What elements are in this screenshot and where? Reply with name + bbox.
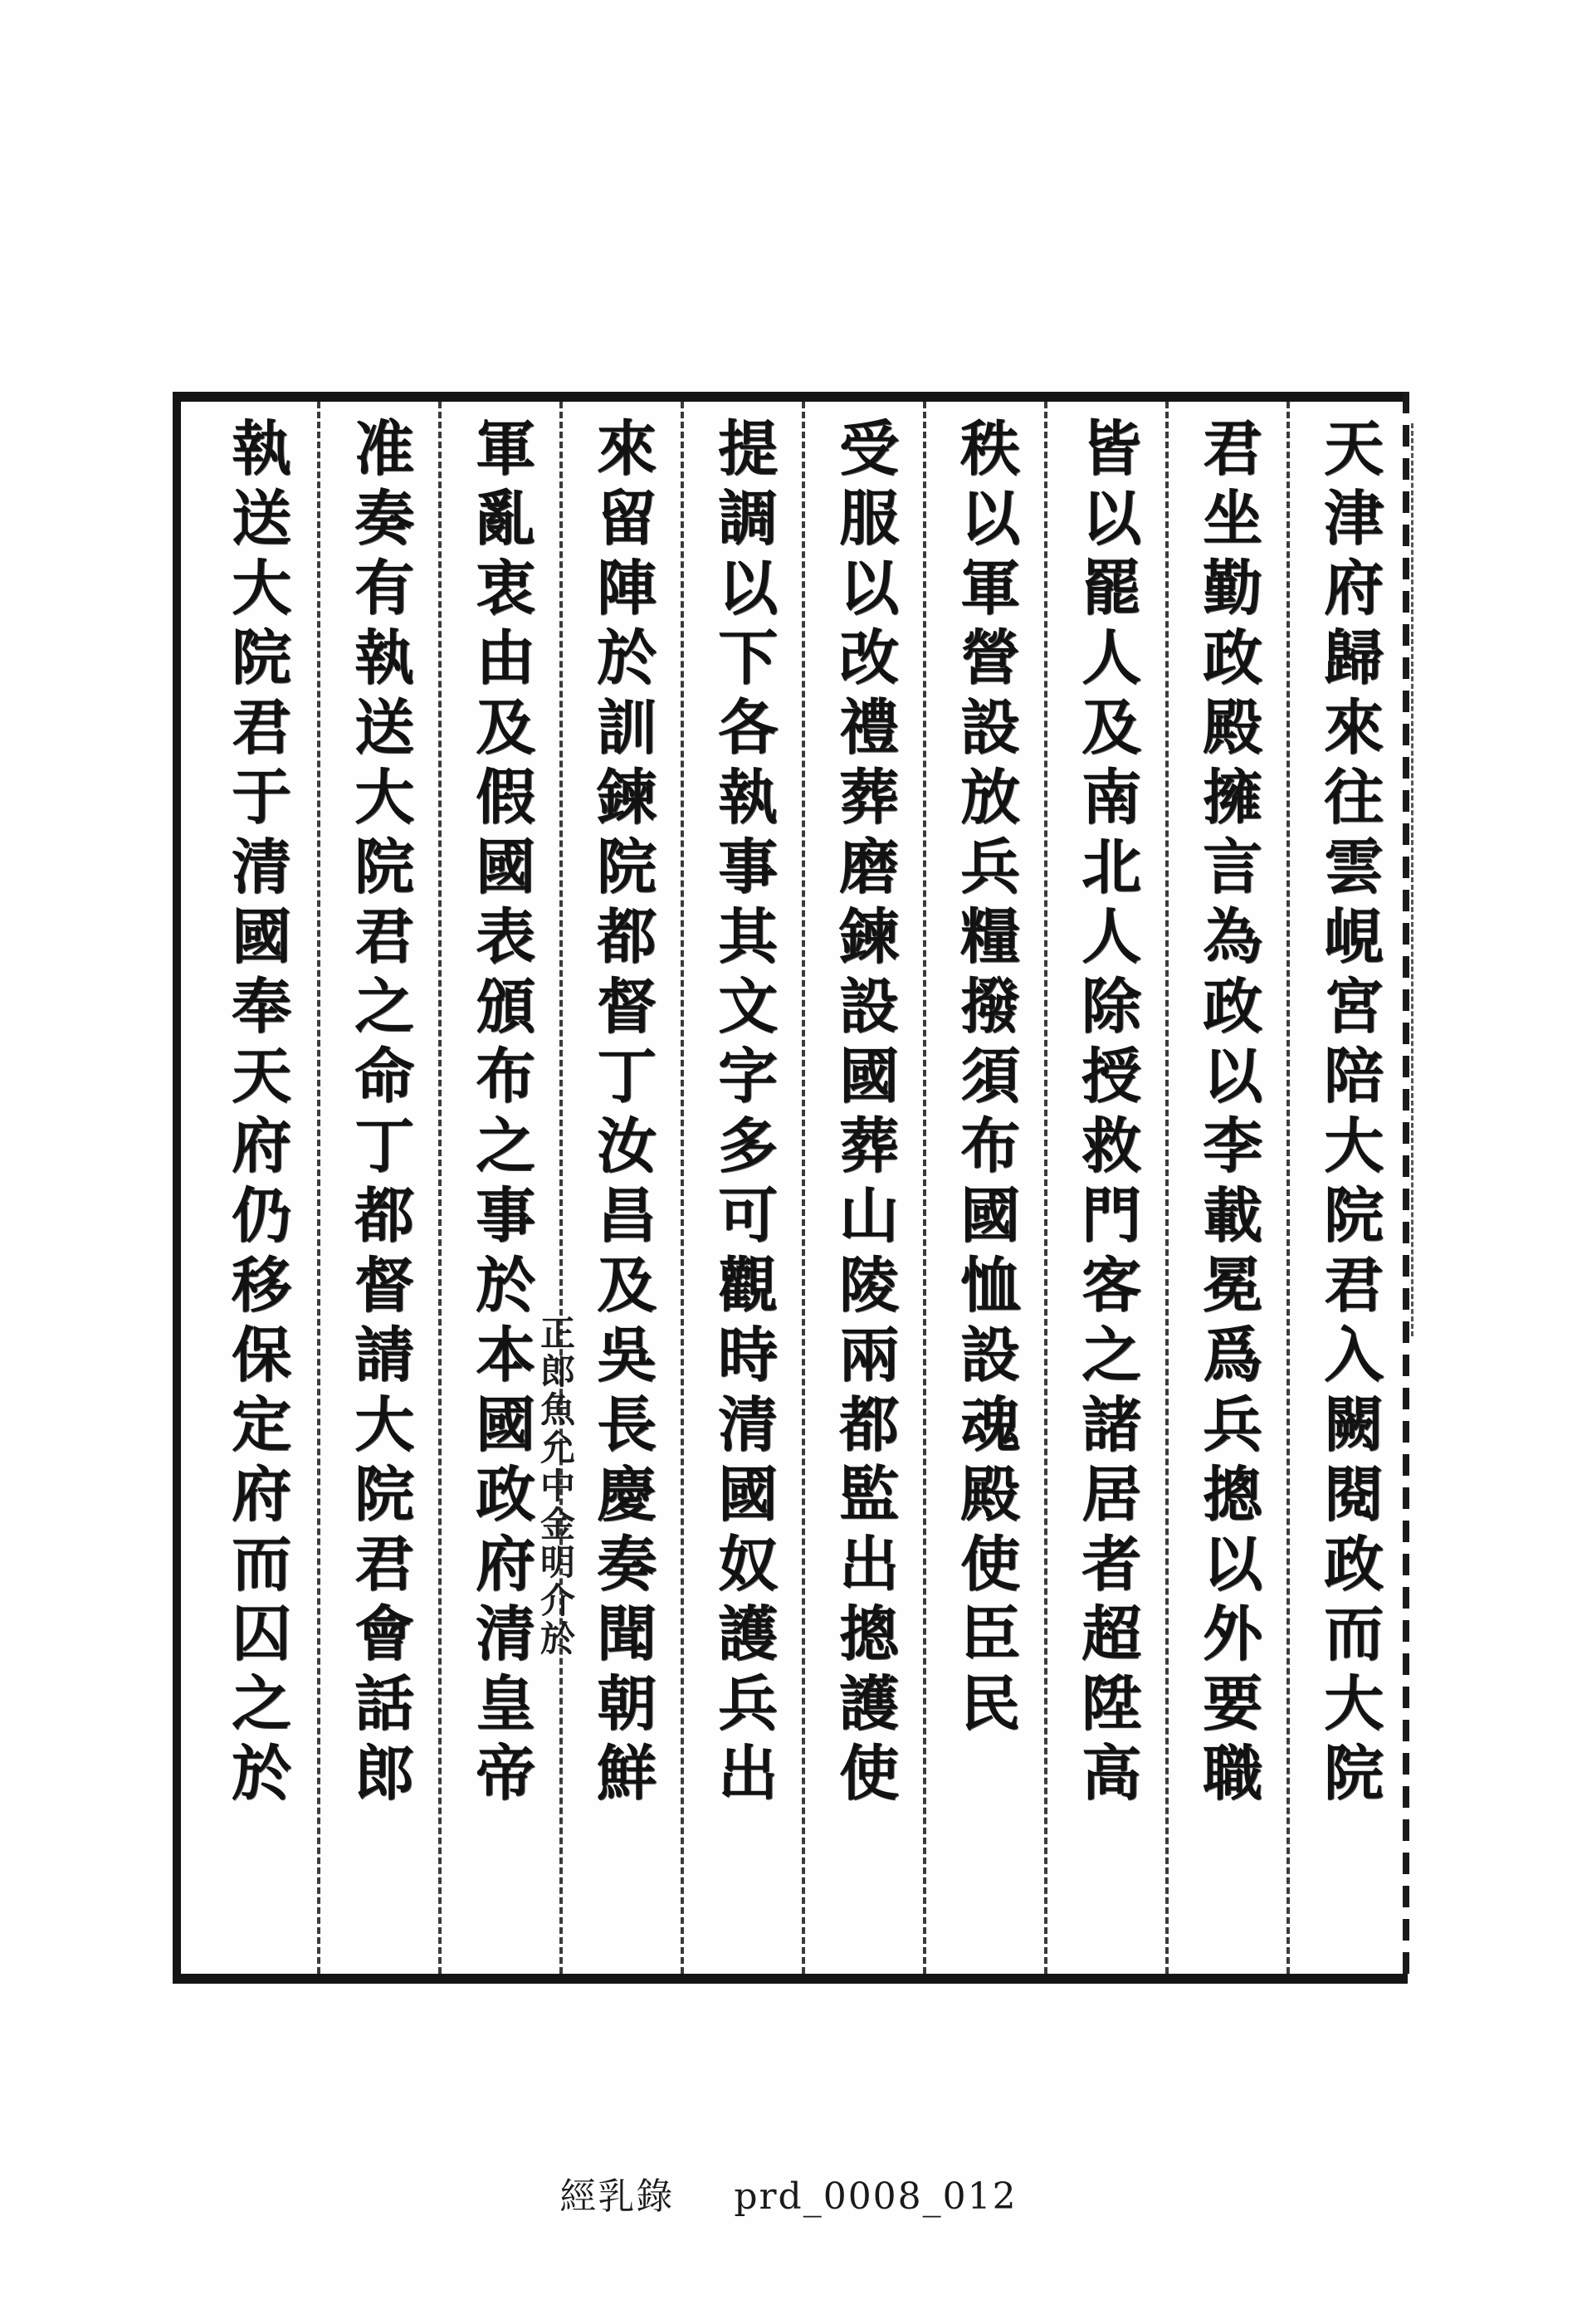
column-text: 秩以軍營設放兵糧撥須布國恤設魂殿使臣民 (950, 417, 1021, 1741)
text-column-2 (1165, 402, 1286, 1974)
text-column-3 (1044, 402, 1165, 1974)
column-text: 君坐勤政殿擁言為政以李載冕爲兵摠以外要職 (1193, 417, 1263, 1811)
column-text: 提調以下各執事其文字多可觀時清國奴護兵出 (708, 417, 779, 1811)
frame-right-edge (1403, 392, 1409, 1984)
column-text: 執送大院君于清國奉天府仍移保定府而囚之於 (222, 417, 292, 1811)
column-text: 准奏有執送大院君之命丁都督請大院君會話郎 (344, 417, 415, 1811)
caption-title: 經乳錄 (559, 2175, 675, 2218)
text-column-4 (923, 402, 1044, 1974)
interlinear-annotation: 正郎魚允中金明介於 (535, 1315, 576, 1658)
text-frame (173, 392, 1408, 1984)
column-text: 皆以罷人及南北人除授救門客之諸居者超陞高 (1072, 417, 1142, 1811)
page-caption (0, 2166, 1577, 2219)
text-column-1 (1286, 402, 1408, 1974)
text-column-8 (438, 402, 559, 1974)
text-columns (181, 402, 1408, 1974)
text-column-9 (317, 402, 438, 1974)
column-text: 來留陣於訓鍊院都督丁汝昌及吳長慶奏聞朝鮮 (587, 417, 657, 1811)
margin-strip (1411, 423, 1425, 1336)
text-column-7 (535, 402, 681, 1974)
caption-id: prd_0008_012 (734, 2175, 1018, 2218)
column-text: 軍亂衷由及假國表頒布之事於本國政府清皇帝 (466, 417, 536, 1811)
text-column-6 (681, 402, 802, 1974)
column-text: 天津府歸來往雲峴宮陪大院君入闕閱政而大院 (1314, 417, 1384, 1811)
text-column-10 (196, 402, 317, 1974)
column-text: 受服以改禮葬磨鍊設國葬山陵兩都監出摠護使 (829, 417, 900, 1811)
text-column-5 (802, 402, 923, 1974)
